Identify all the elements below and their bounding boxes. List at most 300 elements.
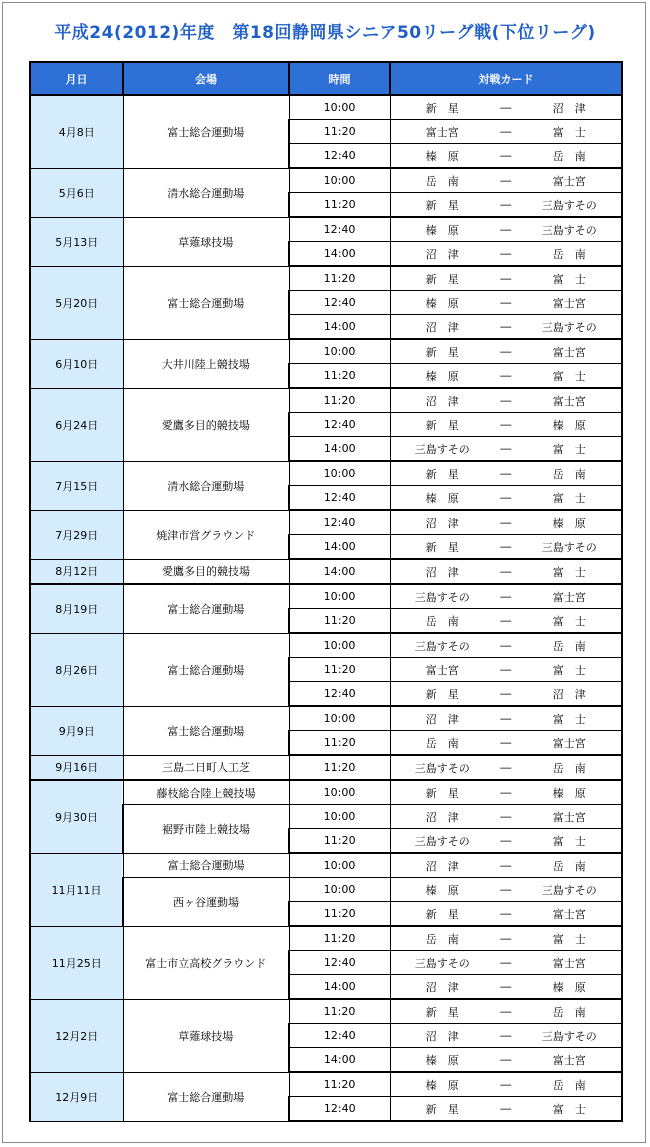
away-team: 富 士 [552, 369, 586, 383]
matchup [391, 295, 622, 311]
home-team: 三島すその [414, 956, 470, 970]
time-cell: 10:00 [289, 461, 390, 486]
matchup-cell [390, 878, 622, 902]
time-cell: 14:00 [289, 242, 390, 267]
table-row [30, 755, 622, 780]
time-cell: 11:20 [289, 609, 390, 634]
matchup-cell [390, 951, 622, 975]
vs-dash: ― [500, 810, 512, 823]
header-row [30, 62, 622, 95]
table-row [30, 388, 622, 413]
date-cell: 12月9日 [30, 1072, 123, 1121]
time-cell: 11:20 [289, 658, 390, 682]
venue-cell: 富士総合運動場 [123, 584, 289, 633]
venue-cell: 草薙球技場 [123, 217, 289, 266]
home-team: 三島すその [414, 590, 470, 604]
matchup [391, 955, 622, 971]
matchup [391, 539, 622, 555]
vs-dash: ― [500, 394, 512, 407]
time-cell: 12:40 [289, 682, 390, 707]
matchup-cell [390, 364, 622, 389]
date-cell: 6月10日 [30, 339, 123, 388]
time-cell: 14:00 [289, 315, 390, 340]
matchup [391, 246, 622, 262]
vs-dash: ― [500, 1029, 512, 1042]
date-cell: 5月6日 [30, 168, 123, 217]
page-title: 平成24(2012)年度 第18回静岡県シニア50リーグ戦(下位リーグ) [54, 23, 596, 43]
time-cell: 14:00 [289, 1048, 390, 1073]
home-team: 富士宮 [425, 125, 459, 139]
time-cell: 12:40 [289, 510, 390, 535]
table-row [30, 633, 622, 658]
time-cell: 12:40 [289, 486, 390, 511]
matchup-cell [390, 584, 622, 609]
header-card: 対戦カード [390, 62, 622, 95]
away-team: 富 士 [552, 663, 586, 677]
matchup [391, 1101, 622, 1117]
matchup-cell [390, 315, 622, 340]
away-team: 富 士 [552, 565, 586, 579]
away-team: 富士宮 [552, 394, 586, 408]
date-cell: 7月15日 [30, 461, 123, 510]
matchup-cell [390, 559, 622, 584]
table-row [30, 926, 622, 951]
vs-dash: ― [500, 223, 512, 236]
home-team: 三島すその [414, 834, 470, 848]
matchup [391, 809, 622, 825]
vs-dash: ― [500, 590, 512, 603]
schedule-body [30, 95, 622, 1121]
table-row [30, 339, 622, 364]
home-team: 三島すその [414, 639, 470, 653]
matchup-cell [390, 926, 622, 951]
venue-cell: 裾野市陸上競技場 [123, 805, 289, 854]
matchup-cell [390, 1072, 622, 1097]
date-cell: 9月16日 [30, 755, 123, 780]
matchup [391, 858, 622, 874]
home-team: 富士宮 [425, 663, 459, 677]
matchup-cell [390, 755, 622, 780]
date-cell: 8月26日 [30, 633, 123, 706]
matchup [391, 638, 622, 654]
header-time: 時間 [289, 62, 390, 95]
away-team: 岳 南 [552, 247, 586, 261]
matchup [391, 1004, 622, 1020]
away-team: 富士宮 [552, 736, 586, 750]
home-team: 岳 南 [425, 174, 459, 188]
away-team: 三島すその [541, 883, 597, 897]
away-team: 沼 津 [552, 101, 586, 115]
matchup [391, 711, 622, 727]
away-team: 富 士 [552, 614, 586, 628]
matchup-cell [390, 193, 622, 218]
date-cell: 7月29日 [30, 510, 123, 559]
matchup [391, 393, 622, 409]
matchup [391, 490, 622, 506]
vs-dash: ― [500, 859, 512, 872]
time-cell: 10:00 [289, 339, 390, 364]
time-cell: 11:20 [289, 902, 390, 927]
vs-dash: ― [500, 272, 512, 285]
home-team: 新 星 [425, 687, 459, 701]
matchup [391, 441, 622, 457]
home-team: 新 星 [425, 907, 459, 921]
matchup-cell [390, 731, 622, 756]
matchup [391, 100, 622, 116]
away-team: 榛 原 [552, 980, 586, 994]
time-cell: 11:20 [289, 1072, 390, 1097]
matchup [391, 515, 622, 531]
matchup [391, 735, 622, 751]
vs-dash: ― [500, 980, 512, 993]
vs-dash: ― [500, 101, 512, 114]
date-cell: 6月24日 [30, 388, 123, 461]
away-team: 岳 南 [552, 467, 586, 481]
matchup-cell [390, 902, 622, 927]
vs-dash: ― [500, 540, 512, 553]
home-team: 新 星 [425, 786, 459, 800]
vs-dash: ― [500, 320, 512, 333]
venue-cell: 草薙球技場 [123, 999, 289, 1072]
time-cell: 11:20 [289, 120, 390, 144]
date-cell: 8月19日 [30, 584, 123, 633]
matchup-cell [390, 339, 622, 364]
home-team: 新 星 [425, 198, 459, 212]
matchup-cell [390, 413, 622, 437]
home-team: 沼 津 [425, 247, 459, 261]
time-cell: 10:00 [289, 878, 390, 902]
vs-dash: ― [500, 174, 512, 187]
home-team: 沼 津 [425, 516, 459, 530]
table-row [30, 999, 622, 1024]
date-cell: 11月25日 [30, 926, 123, 999]
home-team: 新 星 [425, 272, 459, 286]
vs-dash: ― [500, 956, 512, 969]
table-row [30, 780, 622, 805]
vs-dash: ― [500, 1053, 512, 1066]
home-team: 岳 南 [425, 614, 459, 628]
header-date: 月日 [30, 62, 123, 95]
matchup-cell [390, 780, 622, 805]
home-team: 榛 原 [425, 223, 459, 237]
matchup-cell [390, 388, 622, 413]
home-team: 新 星 [425, 1102, 459, 1116]
away-team: 富士宮 [552, 810, 586, 824]
date-cell: 9月30日 [30, 780, 123, 853]
away-team: 三島すその [541, 1029, 597, 1043]
matchup [391, 197, 622, 213]
date-cell: 5月20日 [30, 266, 123, 339]
matchup [391, 785, 622, 801]
matchup [391, 417, 622, 433]
header-venue: 会場 [123, 62, 289, 95]
vs-dash: ― [500, 418, 512, 431]
time-cell: 10:00 [289, 95, 390, 120]
matchup-cell [390, 120, 622, 144]
matchup-cell [390, 217, 622, 242]
matchup-cell [390, 437, 622, 462]
vs-dash: ― [500, 712, 512, 725]
time-cell: 12:40 [289, 413, 390, 437]
time-cell: 11:20 [289, 999, 390, 1024]
matchup-cell [390, 242, 622, 267]
matchup [391, 906, 622, 922]
time-cell: 14:00 [289, 975, 390, 1000]
time-cell: 12:40 [289, 1097, 390, 1122]
away-team: 富 士 [552, 125, 586, 139]
time-cell: 10:00 [289, 584, 390, 609]
matchup-cell [390, 1024, 622, 1048]
away-team: 岳 南 [552, 859, 586, 873]
matchup-cell [390, 853, 622, 878]
date-cell: 11月11日 [30, 853, 123, 926]
home-team: 沼 津 [425, 320, 459, 334]
venue-cell: 富士総合運動場 [123, 266, 289, 339]
away-team: 富士宮 [552, 590, 586, 604]
time-cell: 10:00 [289, 706, 390, 731]
matchup [391, 882, 622, 898]
matchup-cell [390, 461, 622, 486]
table-row [30, 1072, 622, 1097]
away-team: 富 士 [552, 272, 586, 286]
matchup-cell [390, 168, 622, 193]
matchup-cell [390, 999, 622, 1024]
away-team: 三島すその [541, 223, 597, 237]
time-cell: 12:40 [289, 291, 390, 315]
time-cell: 11:20 [289, 193, 390, 218]
matchup-cell [390, 1097, 622, 1122]
vs-dash: ― [500, 883, 512, 896]
table-row [30, 168, 622, 193]
table-row [30, 95, 622, 120]
time-cell: 12:40 [289, 1024, 390, 1048]
vs-dash: ― [500, 614, 512, 627]
away-team: 富士宮 [552, 345, 586, 359]
away-team: 岳 南 [552, 149, 586, 163]
away-team: 富士宮 [552, 174, 586, 188]
date-cell: 5月13日 [30, 217, 123, 266]
matchup [391, 148, 622, 164]
away-team: 富 士 [552, 442, 586, 456]
home-team: 岳 南 [425, 736, 459, 750]
home-team: 榛 原 [425, 883, 459, 897]
time-cell: 11:20 [289, 926, 390, 951]
away-team: 富士宮 [552, 907, 586, 921]
away-team: 富 士 [552, 712, 586, 726]
matchup [391, 222, 622, 238]
vs-dash: ― [500, 932, 512, 945]
home-team: 三島すその [414, 761, 470, 775]
home-team: 沼 津 [425, 859, 459, 873]
schedule-table [29, 61, 623, 1122]
time-cell: 10:00 [289, 780, 390, 805]
vs-dash: ― [500, 761, 512, 774]
table-row [30, 217, 622, 242]
home-team: 岳 南 [425, 932, 459, 946]
matchup [391, 979, 622, 995]
matchup [391, 662, 622, 678]
matchup-cell [390, 144, 622, 169]
matchup [391, 124, 622, 140]
vs-dash: ― [500, 834, 512, 847]
away-team: 富 士 [552, 1102, 586, 1116]
home-team: 沼 津 [425, 565, 459, 579]
vs-dash: ― [500, 1005, 512, 1018]
away-team: 富 士 [552, 834, 586, 848]
time-cell: 12:40 [289, 217, 390, 242]
matchup [391, 1052, 622, 1068]
matchup-cell [390, 706, 622, 731]
matchup-cell [390, 682, 622, 707]
vs-dash: ― [500, 369, 512, 382]
time-cell: 11:20 [289, 388, 390, 413]
matchup [391, 1028, 622, 1044]
matchup [391, 833, 622, 849]
venue-cell: 藤枝総合陸上競技場 [123, 780, 289, 805]
vs-dash: ― [500, 247, 512, 260]
table-row [30, 461, 622, 486]
home-team: 沼 津 [425, 712, 459, 726]
time-cell: 11:20 [289, 266, 390, 291]
matchup [391, 589, 622, 605]
away-team: 三島すその [541, 540, 597, 554]
table-row [30, 706, 622, 731]
home-team: 沼 津 [425, 810, 459, 824]
vs-dash: ― [500, 125, 512, 138]
table-row [30, 266, 622, 291]
matchup-cell [390, 609, 622, 634]
away-team: 富士宮 [552, 1053, 586, 1067]
vs-dash: ― [500, 907, 512, 920]
date-cell: 12月2日 [30, 999, 123, 1072]
table-row [30, 853, 622, 878]
away-team: 岳 南 [552, 1078, 586, 1092]
venue-cell: 愛鷹多目的競技場 [123, 388, 289, 461]
venue-cell: 富士総合運動場 [123, 633, 289, 706]
home-team: 沼 津 [425, 394, 459, 408]
home-team: 榛 原 [425, 1053, 459, 1067]
away-team: 沼 津 [552, 687, 586, 701]
matchup [391, 368, 622, 384]
home-team: 新 星 [425, 345, 459, 359]
home-team: 三島すその [414, 442, 470, 456]
home-team: 榛 原 [425, 1078, 459, 1092]
home-team: 新 星 [425, 540, 459, 554]
date-cell: 9月9日 [30, 706, 123, 755]
venue-cell: 清水総合運動場 [123, 168, 289, 217]
time-cell: 10:00 [289, 633, 390, 658]
matchup [391, 344, 622, 360]
time-cell: 11:20 [289, 364, 390, 389]
venue-cell: 富士総合運動場 [123, 95, 289, 168]
vs-dash: ― [500, 736, 512, 749]
matchup-cell [390, 975, 622, 1000]
home-team: 榛 原 [425, 369, 459, 383]
matchup [391, 466, 622, 482]
home-team: 新 星 [425, 1005, 459, 1019]
home-team: 新 星 [425, 418, 459, 432]
away-team: 岳 南 [552, 761, 586, 775]
home-team: 榛 原 [425, 149, 459, 163]
matchup [391, 1077, 622, 1093]
time-cell: 12:40 [289, 144, 390, 169]
matchup-cell [390, 266, 622, 291]
venue-cell: 清水総合運動場 [123, 461, 289, 510]
vs-dash: ― [500, 296, 512, 309]
time-cell: 14:00 [289, 559, 390, 584]
time-cell: 12:40 [289, 951, 390, 975]
matchup [391, 271, 622, 287]
time-cell: 14:00 [289, 437, 390, 462]
vs-dash: ― [500, 442, 512, 455]
away-team: 富 士 [552, 491, 586, 505]
venue-cell: 愛鷹多目的競技場 [123, 559, 289, 584]
vs-dash: ― [500, 1102, 512, 1115]
home-team: 沼 津 [425, 1029, 459, 1043]
vs-dash: ― [500, 639, 512, 652]
vs-dash: ― [500, 345, 512, 358]
matchup [391, 564, 622, 580]
home-team: 榛 原 [425, 296, 459, 310]
matchup-cell [390, 829, 622, 854]
matchup [391, 613, 622, 629]
time-cell: 10:00 [289, 853, 390, 878]
away-team: 岳 南 [552, 639, 586, 653]
time-cell: 14:00 [289, 535, 390, 560]
vs-dash: ― [500, 565, 512, 578]
matchup-cell [390, 1048, 622, 1073]
matchup [391, 319, 622, 335]
away-team: 岳 南 [552, 1005, 586, 1019]
time-cell: 11:20 [289, 731, 390, 756]
home-team: 沼 津 [425, 980, 459, 994]
time-cell: 10:00 [289, 805, 390, 829]
away-team: 榛 原 [552, 418, 586, 432]
away-team: 三島すその [541, 320, 597, 334]
time-cell: 11:20 [289, 829, 390, 854]
table-row [30, 510, 622, 535]
matchup-cell [390, 633, 622, 658]
vs-dash: ― [500, 786, 512, 799]
matchup [391, 931, 622, 947]
matchup [391, 760, 622, 776]
venue-cell: 富士総合運動場 [123, 1072, 289, 1121]
vs-dash: ― [500, 516, 512, 529]
vs-dash: ― [500, 491, 512, 504]
away-team: 三島すその [541, 198, 597, 212]
away-team: 富士宮 [552, 296, 586, 310]
matchup-cell [390, 658, 622, 682]
venue-cell: 富士総合運動場 [123, 853, 289, 878]
time-cell: 10:00 [289, 168, 390, 193]
away-team: 富士宮 [552, 956, 586, 970]
home-team: 新 星 [425, 101, 459, 115]
date-cell: 4月8日 [30, 95, 123, 168]
matchup [391, 173, 622, 189]
matchup [391, 686, 622, 702]
table-row [30, 559, 622, 584]
vs-dash: ― [500, 149, 512, 162]
home-team: 榛 原 [425, 491, 459, 505]
time-cell: 11:20 [289, 755, 390, 780]
venue-cell: 富士総合運動場 [123, 706, 289, 755]
vs-dash: ― [500, 663, 512, 676]
matchup-cell [390, 291, 622, 315]
matchup-cell [390, 535, 622, 560]
venue-cell: 西ヶ谷運動場 [123, 878, 289, 927]
matchup-cell [390, 95, 622, 120]
venue-cell: 三島二日町人工芝 [123, 755, 289, 780]
